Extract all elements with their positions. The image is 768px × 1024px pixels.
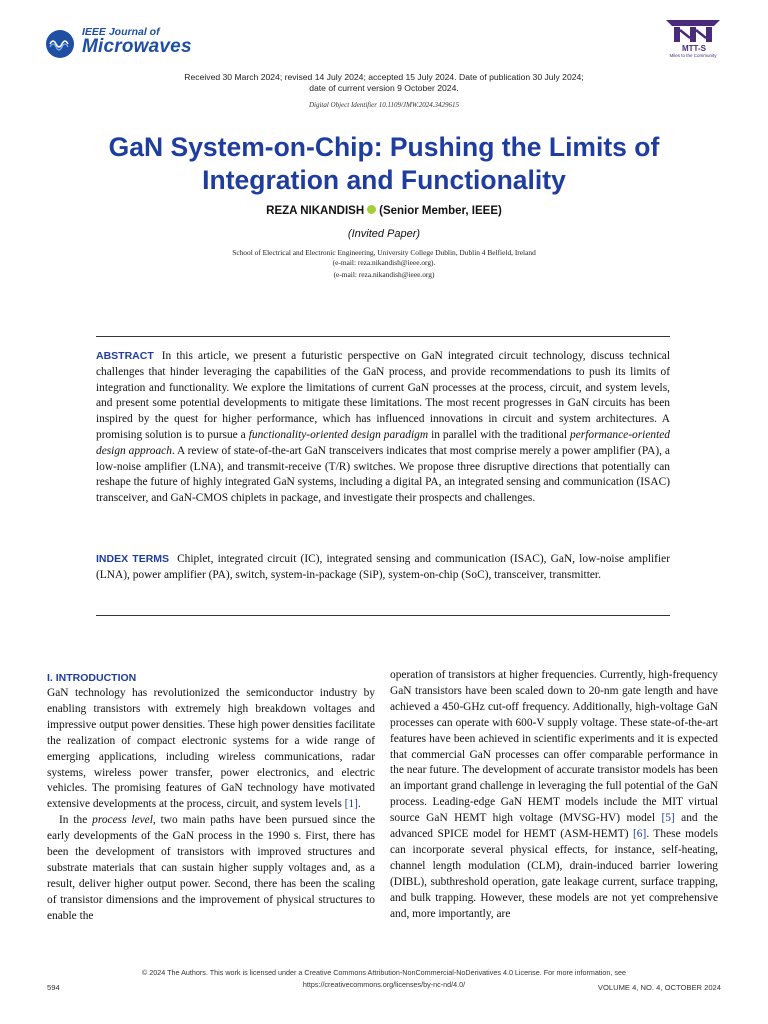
- title-line-2: Integration and Functionality: [202, 165, 566, 195]
- dates-line-2: date of current version 9 October 2024.: [309, 83, 459, 93]
- body-column-left: [47, 672, 375, 925]
- body-column-right: [390, 668, 718, 923]
- intro-right-text-b: and the advanced SPICE model for HEMT (ASM-HEMT): [390, 812, 718, 841]
- affiliation: [40, 248, 728, 268]
- intro-p2-text-a: In the: [59, 814, 93, 827]
- intro-right-text-c: . These models can incorporate several physical effects, for instance, self-heating, channel length modulation (CLM), drain-induced barrier lowering (DIBL), subthreshold operation, gate leakage current, surface trapping, and bulk trapping. However, these models are not yet comprehensive and, more importantly, are: [390, 828, 718, 920]
- abstract-emphasis-1: functionality-oriented design paradigm: [248, 428, 429, 441]
- abstract-top-rule: [96, 336, 670, 337]
- abstract-text-2: in parallel with the traditional: [428, 428, 571, 441]
- dates-line-1: Received 30 March 2024; revised 14 July 2024; accepted 15 July 2024. Date of publication 30 July 2024;: [184, 72, 584, 82]
- citation-link[interactable]: [5]: [661, 812, 675, 825]
- license-footer: [90, 967, 678, 991]
- abstract-bottom-rule: [96, 615, 670, 616]
- doi: Digital Object Identifier 10.1109/JMW.2024.3429615: [308, 101, 460, 109]
- society-name: MTT-S: [682, 44, 706, 53]
- license-link[interactable]: https://creativecommons.org/licenses/by-nc-nd/4.0/: [302, 980, 466, 989]
- citation-link[interactable]: [1]: [344, 798, 358, 811]
- section-heading-introduction: I. INTRODUCTION: [47, 672, 137, 684]
- affiliation-line: School of Electrical and Electronic Engineering, University College Dublin, Dublin 4 Belfield, Ireland: [232, 248, 536, 257]
- index-terms-text: Chiplet, integrated circuit (IC), integrated sensing and communication (ISAC), GaN, low-noise amplifier (LNA), power amplifier (PA), switch, system-in-package (SiP), system-on-chip (SoC), transceiver, transmitter.: [96, 553, 670, 581]
- abstract-heading: ABSTRACT: [96, 350, 154, 362]
- author-name: REZA NIKANDISH: [266, 205, 365, 217]
- intro-right-text-a: operation of transistors at higher frequencies. Currently, high-frequency GaN transistors have been scaled down to 20-nm gate length and have achieved a 450-GHz cut-off frequency. Additionally, high-voltage GaN processes can operate with 600-V supply voltage. These state-of-the-art features have been achieved in scientific experiments and it is expected that commercial GaN processes can offer comparable performance in the near future. The development of accurate transistor models has been an important grand challenge in leveraging the full potential of the GaN process. Leading-edge GaN HEMT models include the MIT virtual source GaN HEMT high voltage (MVSG-HV) model: [390, 669, 718, 825]
- society-tagline: Miles to the Community: [669, 53, 717, 58]
- paper-type: (Invited Paper): [347, 228, 421, 240]
- abstract-text-1: In this article, we present a futuristic perspective on GaN integrated circuit technology, discuss technical challenges that hinder leveraging the capabilities of the GaN process, and provide recommendations to push its limits of integration and functionality. We explore the limitations of current GaN processes at the process, circuit, and system levels, and present some potential developments to mitigate these limitations. The most recent progresses in GaN circuits has been inspired by the quest for higher performance, which has influenced innovations in circuit and system architectures. A promising solution is to pursue a: [96, 350, 670, 441]
- volume-info: VOLUME 4, NO. 4, OCTOBER 2024: [597, 983, 721, 992]
- affiliation-email-2: (e-mail: reza.nikandish@ieee.org): [333, 270, 435, 279]
- society-logo: [660, 18, 726, 60]
- author-membership: (Senior Member, IEEE): [379, 205, 502, 217]
- journal-emblem-icon: [46, 30, 74, 58]
- abstract-emphasis-2: performance-oriented design approach: [96, 428, 670, 457]
- title-line-1: GaN System-on-Chip: Pushing the Limits of: [108, 132, 660, 162]
- page-number: 594: [47, 983, 60, 992]
- affiliation-email: (e-mail: reza.nikandish@ieee.org).: [332, 258, 436, 267]
- intro-p2-text-b: , two main paths have been pursued since the early developments of the GaN process in the 1990 s. First, there has been the development of transistors with improved structures and substrate materials that can sustain higher supply voltages and, as a result, deliver higher output power. Second, there has been the scaling of transistor dimensions and the improvement of physical structures to enable the: [47, 814, 375, 922]
- index-terms: [96, 552, 670, 584]
- intro-paragraph-2: [47, 813, 375, 924]
- license-line-1: © 2024 The Authors. This work is licensed under a Creative Commons Attribution-NonCommercial-NoDerivatives 4.0 License. For more information, see: [141, 968, 626, 977]
- publication-dates: [80, 72, 688, 94]
- intro-p2-emphasis: process level: [92, 814, 153, 827]
- index-terms-heading: INDEX TERMS: [96, 553, 170, 565]
- journal-logo: [46, 26, 226, 60]
- journal-name: Microwaves: [82, 36, 192, 57]
- author-line: [40, 205, 728, 217]
- abstract-text-3: . A review of state-of-the-art GaN transceivers indicates that most comprise merely a power amplifier (PA), a low-noise amplifier (LNA), and transmit-receive (T/R) switches. We propose three disruptive directions that potentially can reshape the future of highly integrated GaN systems, including a digital PA, an integrated sensing and communication (ISAC) transceiver, and GaN-CMOS chiplets in package, and investigate their prospects and challenges.: [96, 444, 670, 505]
- citation-link[interactable]: [6]: [633, 828, 647, 841]
- intro-paragraph-1: [47, 686, 375, 813]
- intro-p1-text: GaN technology has revolutionized the semiconductor industry by enabling transistors with extremely high breakdown voltages and impressive output power densities. These high power densities facilitate the realization of compact electronic systems for a wide range of emerging applications, including wireless communications, radar systems, wireless power transfer, power electronics, and electric vehicles. The promising features of GaN technology have motivated extensive developments at the process, circuit, and system levels: [47, 687, 375, 811]
- abstract: [96, 349, 670, 507]
- journal-name-prefix: IEEE Journal of: [82, 26, 160, 38]
- intro-p1-end: .: [357, 798, 361, 811]
- mtt-s-icon: [660, 18, 726, 44]
- paper-title: [40, 131, 728, 197]
- orcid-icon[interactable]: [367, 205, 376, 214]
